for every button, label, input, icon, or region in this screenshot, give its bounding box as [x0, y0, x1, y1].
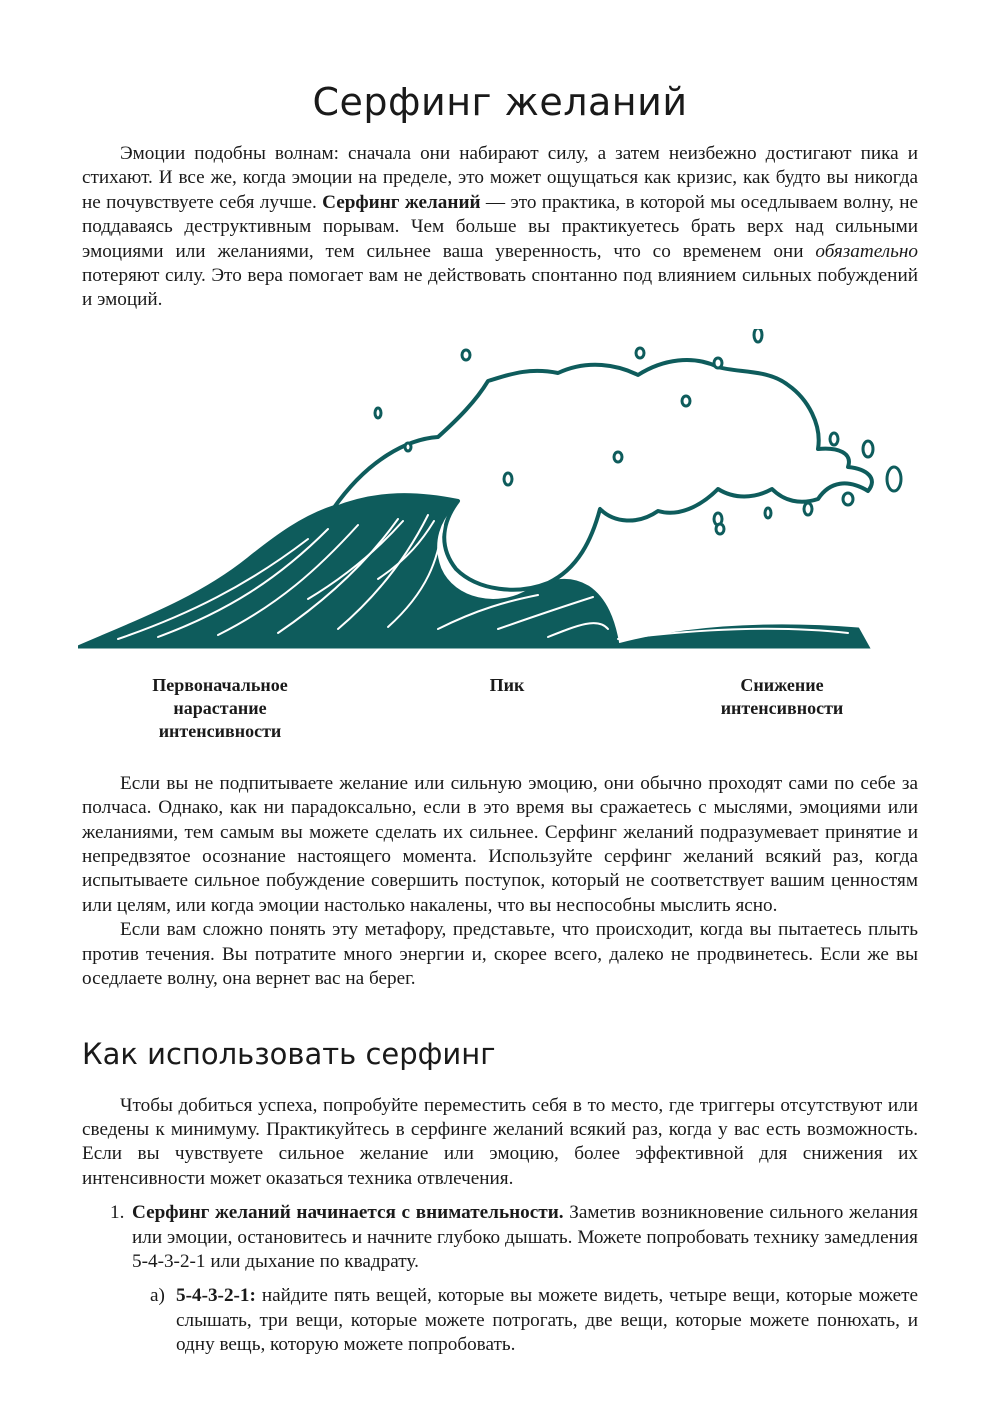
intro-text-b: — это практика, в которой мы оседлываем волну, не поддаваясь деструктивным порывам. Чем больше вы практикуетесь брать верх над сильными эмоциями или желаниями, тем сильнее ваша уверенность, что со временем они [82, 191, 918, 262]
substep-bold: 5-4-3-2-1: [176, 1285, 256, 1307]
substep-text: найдите пять вещей, которые вы можете видеть, четыре вещи, которые можете слышать, три вещи, которые можете потрогать, две вещи, которые можете понюхать, и одну вещь, которую можете попробовать. [176, 1285, 918, 1356]
intro-text-c: потеряют силу. Это вера помогает вам не действовать спонтанно под влиянием сильных побуждений и эмоций. [82, 265, 918, 311]
spray-drop [843, 493, 853, 505]
spray-drop [714, 358, 722, 368]
wave-illustration [78, 329, 922, 674]
page-title: Серфинг желаний [312, 80, 688, 124]
label-rise: Первоначальное нарастание интенсивности [152, 674, 288, 741]
spray-drop [462, 350, 470, 360]
steps-list [82, 1201, 918, 1357]
intro-paragraph [82, 142, 918, 313]
spray-drop [754, 329, 762, 342]
body-paragraph-2: Если вам сложно понять эту метафору, представьте, что происходит, когда вы пытаетесь плыть против течения. Вы потратите много энергии и, скорее всего, далеко не продвинетесь. Если же вы оседлаете волну, она вернет вас на берег. [82, 919, 918, 990]
spray-drop [716, 524, 724, 534]
spray-drop [887, 467, 901, 491]
spray-drop [636, 348, 644, 358]
intro-bold-term: Серфинг желаний [322, 191, 481, 213]
step-number: 1. [110, 1202, 125, 1224]
step-item [82, 1201, 918, 1357]
step-bold: Серфинг желаний начинается с внимательности. [132, 1202, 564, 1224]
spray-drop [614, 452, 622, 462]
intro-text-a: Эмоции подобны волнам: сначала они набирают силу, а затем неизбежно достигают пика и стихают. И все же, когда эмоции на пределе, это может ощущаться как кризис, как будто вы никогда не почувствуете себя лучше. [82, 143, 918, 213]
spray-drop [375, 408, 381, 418]
spray-drop [863, 441, 873, 457]
substep-item [132, 1284, 918, 1357]
spray-drop [682, 396, 690, 406]
step-text: Заметив возникновение сильного желания или эмоции, остановитесь и начните глубоко дышать. Можете попробовать технику замедления 5-4-3-2-1 или дыхание по квадрату. [132, 1202, 918, 1272]
wave-labels [82, 674, 918, 772]
spray-drop [504, 473, 512, 485]
spray-drop [804, 503, 812, 515]
substep-letter: а) [150, 1285, 165, 1307]
spray-drop [830, 433, 838, 445]
section-heading: Как использовать серфинг [82, 1036, 496, 1071]
intro-italic-word: обязательно [815, 240, 918, 262]
body-paragraph-1: Если вы не подпитываете желание или сильную эмоцию, они обычно проходят сами по себе за полчаса. Однако, как ни парадоксально, если в это время вы сражаетесь с мыслями, эмоциями или желаниями, тем самым вы можете сделать их сильнее. Серфинг желаний подразумевает принятие и непредвзятое осознание настоящего момента. Используйте серфинг желаний всякий раз, когда испытываете сильное побуждение совершить поступок, который не соответствует вашим ценностям или целям, или когда эмоции настолько накалены, что вы неспособны мыслить ясно. [82, 772, 918, 916]
spray-drop [765, 508, 771, 518]
section-paragraph: Чтобы добиться успеха, попробуйте переместить себя в то место, где триггеры отсутствуют или сведены к минимуму. Практикуйтесь в серфинге желаний всякий раз, когда у вас есть возможность. Если вы чувствуете сильное желание или эмоцию, более эффективной для снижения их интенсивности может оказаться техника отвлечения. [82, 1094, 918, 1189]
label-decline: Снижение интенсивности [720, 674, 844, 718]
spray-drop [405, 443, 411, 451]
wave-drawing [78, 329, 922, 674]
label-peak: Пик [489, 674, 525, 695]
body-section [82, 772, 918, 992]
